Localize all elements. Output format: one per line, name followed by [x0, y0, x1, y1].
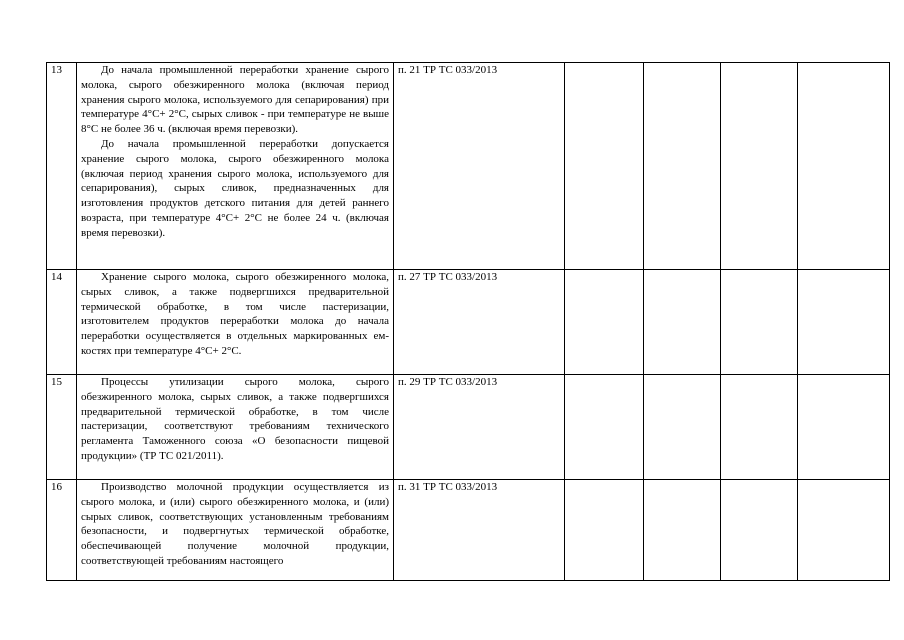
paragraph: До начала промышленной переработки хранение сырого молока, сырого обезжиренного молока (включая период хранения сырого молока, используемого для сепарирования) при температуре 4°С+ 2°С, сырых сливок - при температуре не выше 8°С не более 36 ч. (включая время перевозки).	[81, 64, 389, 136]
empty-cell	[721, 63, 798, 270]
empty-cell	[644, 480, 721, 581]
paragraph: Хранение сырого молока, сырого обезжиренного молока, сырых сливок, а также подвергшихся предварительной термической обработке, в том числе пастеризации, изготовителем продуктов переработки молока до начала переработки осуществляется в отдельных маркированных ем-костях при температуре 4°С+ 2°С.	[81, 271, 389, 357]
empty-cell	[644, 270, 721, 375]
empty-cell	[798, 480, 890, 581]
empty-cell	[721, 375, 798, 480]
paragraph: До начала промышленной переработки допускается хранение сырого молока, сырого обезжиренного молока (включая период хранения сырого молока, используемого для сепарирования), сырых сливок, предназначенных для изготовления продуктов детского питания для детей раннего возраста, при температуре 4°С+ 2°С не более 24 ч. (включая время перевозки).	[81, 137, 389, 239]
requirement-text	[77, 63, 394, 270]
regulation-reference: п. 21 ТР ТС 033/2013	[394, 63, 565, 270]
empty-cell	[644, 63, 721, 270]
regulation-reference: п. 27 ТР ТС 033/2013	[394, 270, 565, 375]
empty-cell	[798, 375, 890, 480]
row-number: 14	[47, 270, 77, 375]
empty-cell	[721, 480, 798, 581]
empty-cell	[798, 270, 890, 375]
paragraph: Производство молочной продукции осуществляется из сырого молока, и (или) сырого обезжиренного молока, и (или) сырых сливок, соответствующих установленным требованиям безопасности, и подвергнутых термической обработке, обеспечивающей получение молочной продукции, соответствующей требованиям настоящего	[81, 481, 389, 567]
empty-cell	[565, 63, 644, 270]
empty-cell	[565, 270, 644, 375]
text-clip	[81, 480, 389, 580]
paragraph: Процессы утилизации сырого молока, сырого обезжиренного молока, сырых сливок, а также подвергшихся предварительной термической обработке, в том числе пастеризации, соответствуют требованиям технического регламента Таможенного союза «О безопасности пищевой продукции» (ТР ТС 021/2011).	[81, 376, 389, 462]
requirement-text	[77, 375, 394, 480]
table-row	[47, 375, 890, 480]
row-number: 16	[47, 480, 77, 581]
table-row	[47, 63, 890, 270]
regulation-reference: п. 31 ТР ТС 033/2013	[394, 480, 565, 581]
empty-cell	[565, 480, 644, 581]
empty-cell	[798, 63, 890, 270]
row-number: 13	[47, 63, 77, 270]
table-row	[47, 270, 890, 375]
table-row	[47, 480, 890, 581]
requirements-table	[46, 62, 890, 581]
requirement-text	[77, 270, 394, 375]
empty-cell	[565, 375, 644, 480]
row-number: 15	[47, 375, 77, 480]
empty-cell	[721, 270, 798, 375]
empty-cell	[644, 375, 721, 480]
regulation-reference: п. 29 ТР ТС 033/2013	[394, 375, 565, 480]
requirement-text	[77, 480, 394, 581]
